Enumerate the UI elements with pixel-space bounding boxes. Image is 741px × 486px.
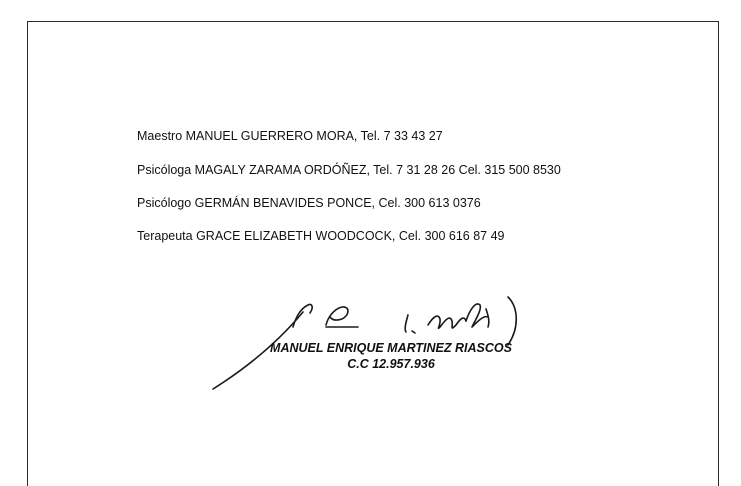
signer-block xyxy=(256,340,526,372)
document-page xyxy=(27,21,719,486)
signer-id: C.C 12.957.936 xyxy=(347,357,435,371)
signer-name: MANUEL ENRIQUE MARTINEZ RIASCOS xyxy=(270,341,512,355)
contact-line-4: Terapeuta GRACE ELIZABETH WOODCOCK, Cel. 300 616 87 49 xyxy=(137,229,505,243)
contact-line-2: Psicóloga MAGALY ZARAMA ORDÓÑEZ, Tel. 7 31 28 26 Cel. 315 500 8530 xyxy=(137,163,561,177)
contact-line-1: Maestro MANUEL GUERRERO MORA, Tel. 7 33 43 27 xyxy=(137,129,443,143)
contact-line-3: Psicólogo GERMÁN BENAVIDES PONCE, Cel. 300 613 0376 xyxy=(137,196,481,210)
